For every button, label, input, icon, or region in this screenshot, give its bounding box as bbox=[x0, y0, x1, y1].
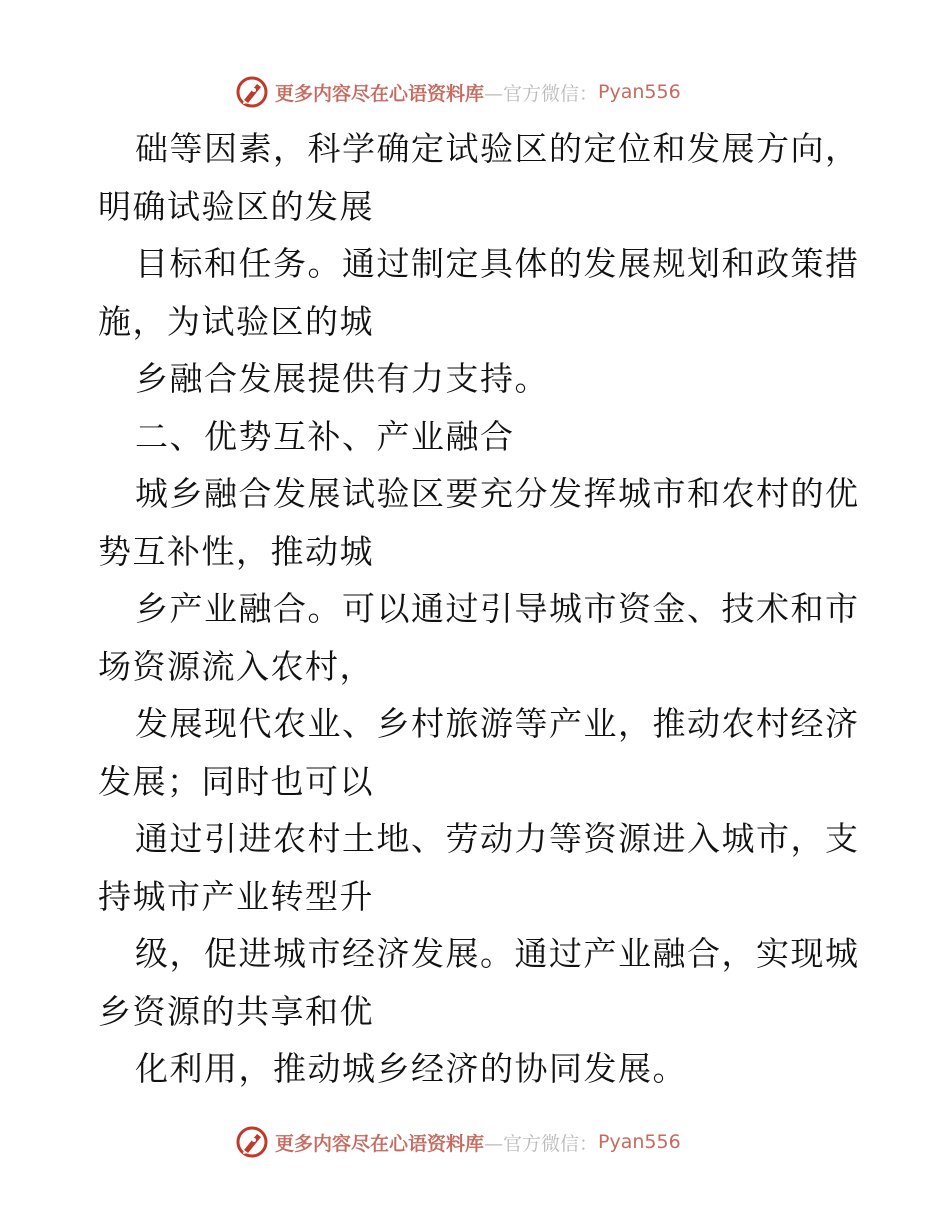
text-line: 础等因素，科学确定试验区的定位和发展方向， bbox=[135, 129, 860, 168]
text-line: 乡产业融合。可以通过引导城市资金、技术和市 bbox=[135, 589, 860, 628]
header-watermark bbox=[235, 72, 681, 112]
text-line: 持城市产业转型升 bbox=[98, 876, 374, 916]
text-line: 城乡融合发展试验区要充分发挥城市和农村的优 bbox=[135, 474, 860, 513]
text-line: 发展；同时也可以 bbox=[98, 761, 374, 801]
text-line: 化利用，推动城乡经济的协同发展。 bbox=[135, 1049, 687, 1088]
text-line: 明确试验区的发展 bbox=[98, 186, 374, 226]
text-line: 施，为试验区的城 bbox=[98, 301, 374, 341]
watermark-text: 更多内容尽在心语资料库 bbox=[275, 82, 485, 105]
text-line: 通过引进农村土地、劳动力等资源进入城市，支 bbox=[135, 819, 860, 858]
watermark-subtext: —官方微信： bbox=[484, 1132, 599, 1155]
footer-watermark bbox=[235, 1122, 681, 1162]
text-line: 乡资源的共享和优 bbox=[98, 991, 374, 1031]
watermark-wechat-id: Pyan556 bbox=[598, 81, 681, 103]
watermark-wechat-id: Pyan556 bbox=[598, 1131, 681, 1153]
text-line: 级，促进城市经济发展。通过产业融合，实现城 bbox=[135, 934, 860, 973]
pen-logo-icon bbox=[235, 75, 269, 109]
text-line: 势互补性，推动城 bbox=[98, 531, 374, 571]
text-line: 场资源流入农村， bbox=[98, 646, 374, 686]
text-line: 发展现代农业、乡村旅游等产业，推动农村经济 bbox=[135, 704, 860, 743]
pen-logo-icon bbox=[235, 1125, 269, 1159]
watermark-subtext: —官方微信： bbox=[484, 82, 599, 105]
document-body bbox=[98, 120, 858, 1098]
section-heading: 二、优势互补、产业融合 bbox=[135, 416, 515, 456]
text-line: 目标和任务。通过制定具体的发展规划和政策措 bbox=[135, 244, 860, 283]
text-line: 乡融合发展提供有力支持。 bbox=[135, 359, 549, 398]
watermark-text: 更多内容尽在心语资料库 bbox=[275, 1132, 485, 1155]
